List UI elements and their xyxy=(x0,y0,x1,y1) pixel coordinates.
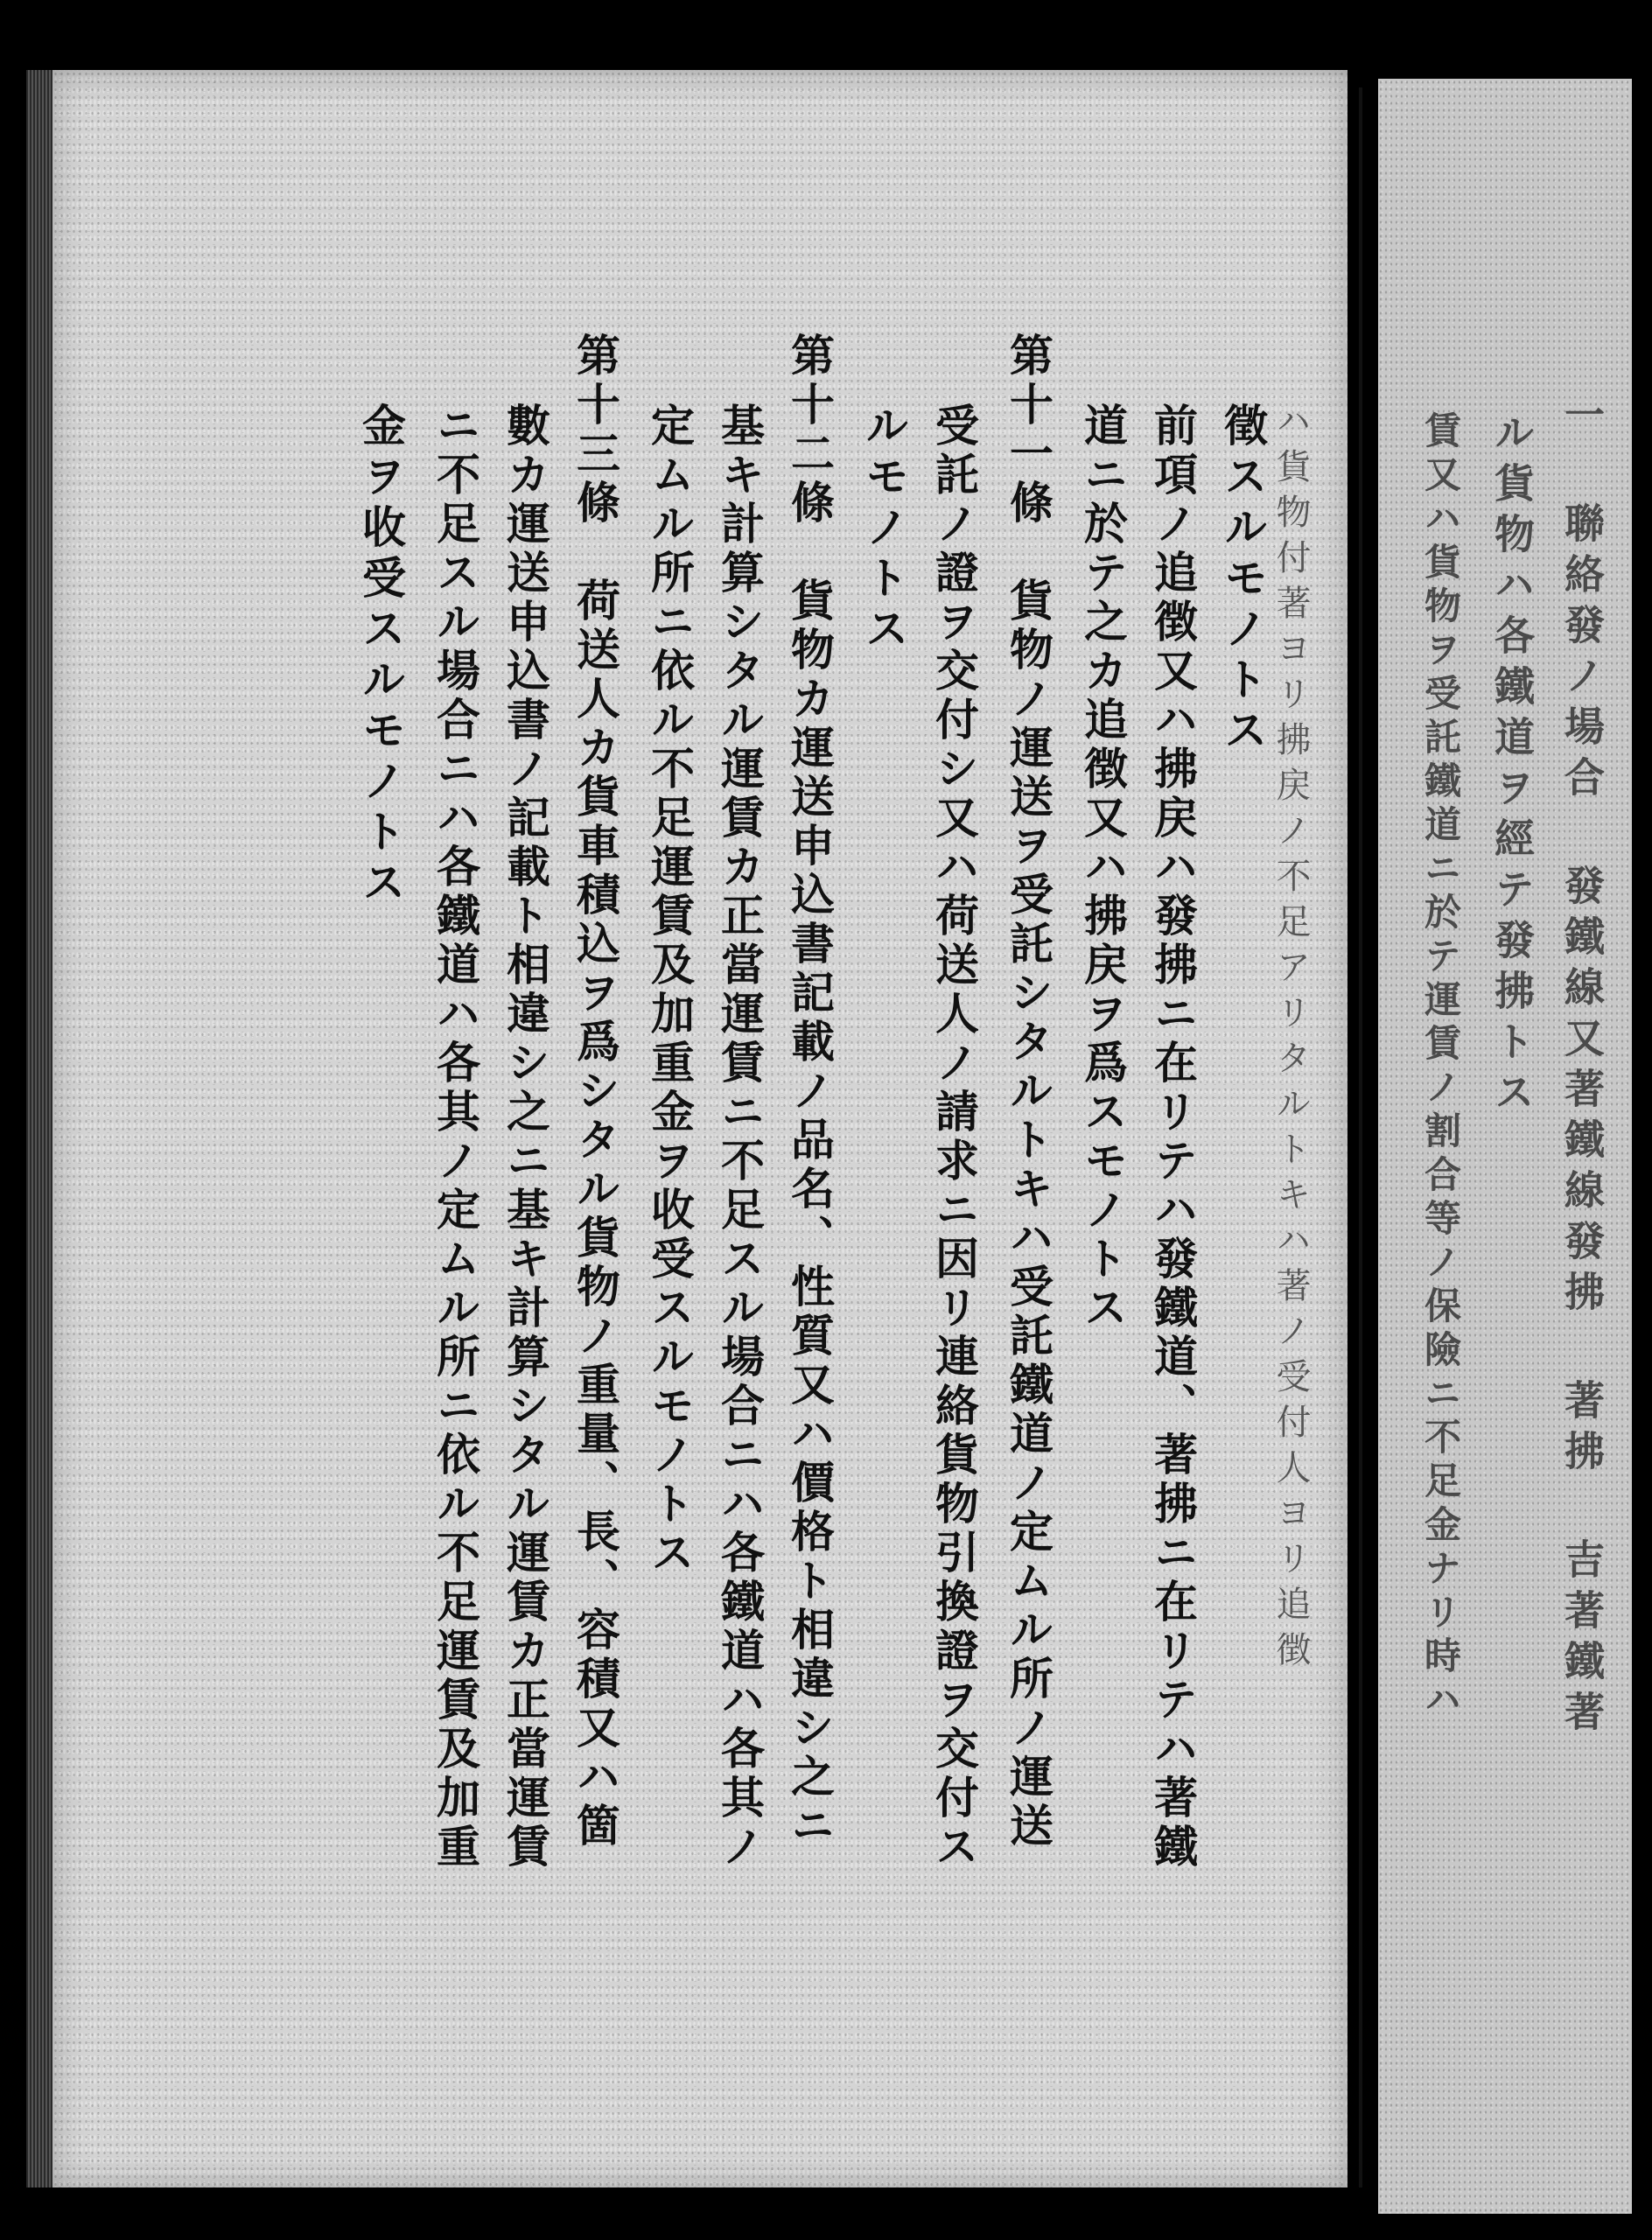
page-gutter xyxy=(1359,88,1362,2188)
text-column-4: 道ニ於テ之カ追徴又ハ拂戻ヲ爲スモノトス xyxy=(1077,402,1129,1334)
article-11-heading: 第十一條 貨物ノ運送ヲ受託シタルトキハ受託鐵道ノ定ムル所ノ運送 xyxy=(1003,332,1054,1852)
text-column-14: 金ヲ收受スルモノトス xyxy=(355,402,407,910)
next-page-column-1: 一 聯絡發ノ場合 發鐵線又著鐵線發拂 著拂 吉著鐵著 xyxy=(1558,394,1606,1741)
text-column-12: 數カ運送申込書ノ記載ト相違シ之ニ基キ計算シタル運賃カ正當運賃 xyxy=(500,402,551,1872)
next-page-column-2: ル貨物ハ各鐵道ヲ經テ發拂トス xyxy=(1488,411,1536,1122)
text-column-9: 基キ計算シタル運賃カ正當運賃ニ不足スル場合ニハ各鐵道ハ各其ノ xyxy=(714,402,766,1872)
text-column-7: ルモノトス xyxy=(858,402,910,656)
article-13-heading: 第十三條 荷送人カ貨車積込ヲ爲シタル貨物ノ重量、長、容積又ハ箇 xyxy=(570,332,621,1852)
article-12-heading: 第十二條 貨物カ運送申込書記載ノ品名、性質又ハ價格ト相違シ之ニ xyxy=(784,332,836,1852)
next-page-column-3: 賃又ハ貨物ヲ受託鐵道ニ於テ運賃ノ割合等ノ保險ニ不足金ナリ時ハ xyxy=(1419,411,1462,1724)
text-column-6: 受託ノ證ヲ交付シ又ハ荷送人ノ請求ニ因リ連絡貨物引換證ヲ交付ス xyxy=(928,402,980,1872)
text-column-3: 前項ノ追徴又ハ拂戻ハ發拂ニ在リテハ發鐵道、著拂ニ在リテハ著鐵 xyxy=(1147,402,1199,1872)
main-page xyxy=(52,70,1348,2188)
text-column-2: 徵スルモノトス xyxy=(1217,402,1269,758)
text-column-10: 定ムル所ニ依ル不足運賃及加重金ヲ收受スルモノトス xyxy=(644,402,696,1578)
next-page-edge xyxy=(1378,79,1632,2214)
text-column-1: ハ貨物付著ヨリ拂戻ノ不足アリタルトキハ著ノ受付人ヨリ追徴 xyxy=(1270,402,1311,1676)
text-column-13: ニ不足スル場合ニハ各鐵道ハ各其ノ定ムル所ニ依ル不足運賃及加重 xyxy=(430,402,481,1872)
